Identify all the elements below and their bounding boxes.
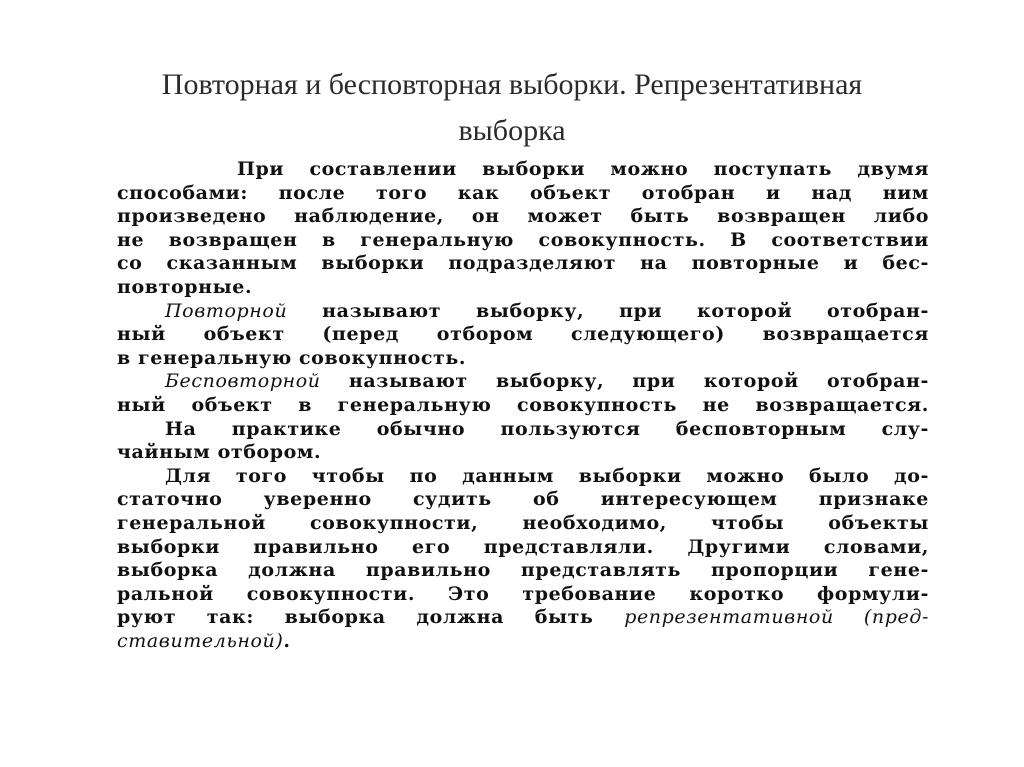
paragraph-4-line-1: На практике обычно пользуются бесповторным слу-: [165, 417, 929, 440]
paragraph-2-line-2: ный объект (перед отбором следующего) возвращается: [117, 323, 929, 346]
term-repeated-sample: Повторной: [165, 299, 288, 322]
term-representative: репрезентативной (пред-: [624, 606, 929, 629]
paragraph-1-line-4: не возвращен в генеральную совокупность. В соответствии: [117, 228, 929, 251]
scanned-text-block: [117, 158, 929, 653]
paragraph-5-line-7-start: руют так: выборка должна быть: [117, 606, 594, 629]
paragraph-4-line-2: чайным отбором.: [117, 441, 322, 464]
term-representative-cont: ставительной): [117, 629, 284, 652]
paragraph-5-line-1: Для того чтобы по данным выборки можно было до-: [165, 464, 929, 487]
paragraph-1-line-3: произведено наблюдение, он может быть возвращен либо: [117, 205, 929, 228]
term-non-repeated-sample: Бесповторной: [165, 370, 321, 393]
paragraph-5-line-6: ральной совокупности. Это требование коротко формули-: [117, 582, 929, 605]
title-line-1: Повторная и бесповторная выборки. Репрезентативная: [161, 68, 863, 101]
paragraph-3-line-1-rest: называют выборку, при которой отобран-: [348, 370, 930, 393]
paragraph-2-line-3: в генеральную совокупность.: [117, 346, 467, 369]
paragraph-5-line-8-end: .: [283, 629, 291, 652]
paragraph-3-line-2: ный объект в генеральную совокупность не возвращается.: [117, 393, 929, 416]
paragraph-1-line-6: повторные.: [117, 275, 253, 298]
paragraph-1-line-1: При составлении выборки можно поступать двумя: [237, 158, 929, 180]
paragraph-3-line-1: [117, 370, 929, 394]
title-line-2: выборка: [458, 114, 566, 147]
paragraph-5-line-4: выборки правильно его представляли. Другими словами,: [117, 535, 929, 558]
paragraph-1-line-2: способами: после того как объект отобран и над ним: [117, 181, 929, 204]
slide-title: [0, 62, 1024, 154]
paragraph-1-line-5: со сказанным выборки подразделяют на повторные и бес-: [117, 252, 929, 275]
paragraph-5-line-5: выборка должна правильно представлять пропорции гене-: [117, 559, 929, 582]
paragraph-5-line-8: [117, 630, 929, 654]
paragraph-2-line-1-rest: называют выборку, при которой отобран-: [322, 299, 929, 322]
paragraph-5-line-2: статочно уверенно судить об интересующем признаке: [117, 488, 929, 511]
paragraph-5-line-7: [117, 606, 929, 630]
paragraph-5-line-3: генеральной совокупности, необходимо, чтобы объекты: [117, 511, 929, 534]
paragraph-2-line-1: [117, 300, 929, 324]
